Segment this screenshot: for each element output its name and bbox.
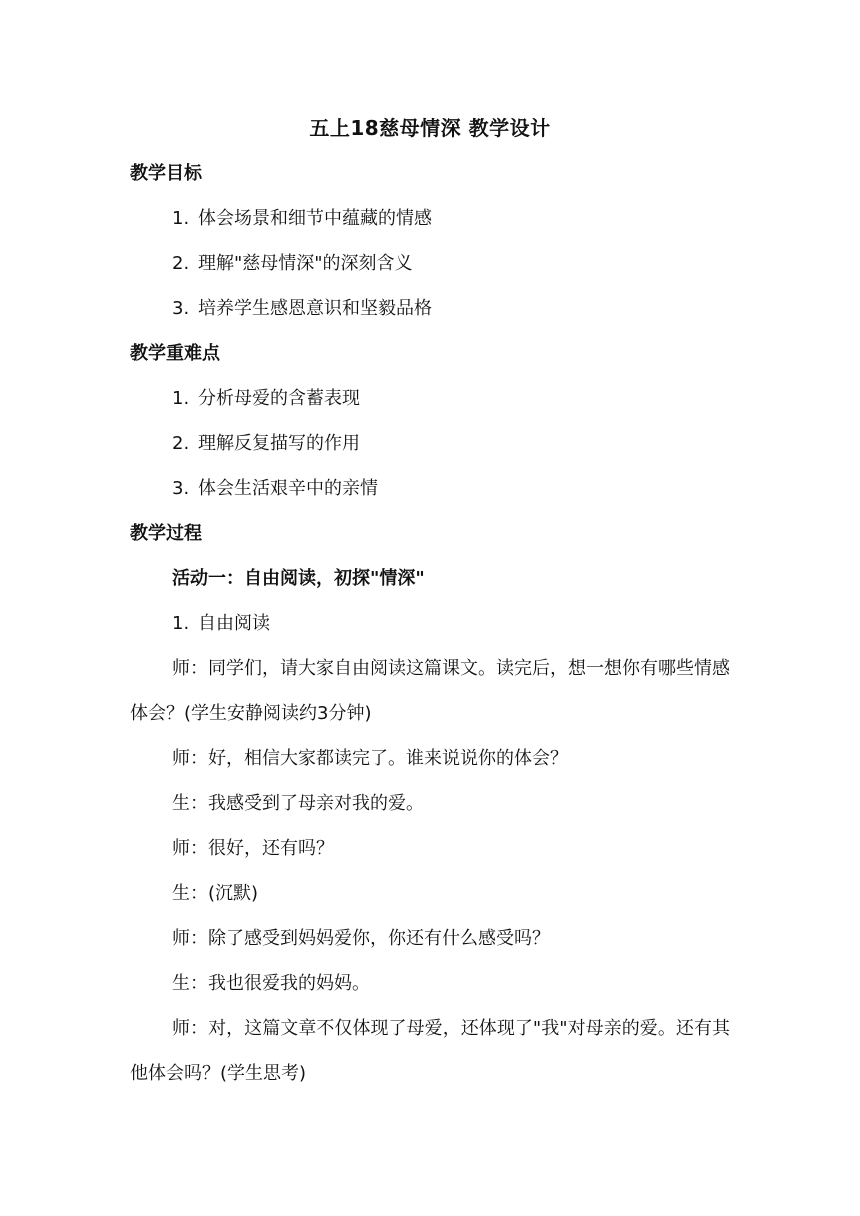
document-title: 五上18慈母情深 教学设计 — [309, 116, 551, 140]
list-item — [172, 473, 730, 505]
list-item-text: 理解反复描写的作用 — [198, 433, 360, 454]
list-item-text: 培养学生感恩意识和坚毅品格 — [198, 298, 432, 319]
key-points-list — [130, 383, 730, 505]
list-item-text: 自由阅读 — [198, 613, 270, 634]
list-item-text: 分析母爱的含蓄表现 — [198, 388, 360, 409]
dialogue-paragraph: 师：好，相信大家都读完了。谁来说说你的体会？ — [172, 748, 568, 769]
dialogue-paragraph: 师：除了感受到妈妈爱你，你还有什么感受吗？ — [172, 928, 550, 949]
list-item-number: 1. — [172, 388, 190, 409]
list-item-number: 1. — [172, 208, 190, 229]
list-item — [172, 383, 730, 415]
section-heading-process: 教学过程 — [130, 523, 202, 544]
dialogue-paragraph: 师：同学们，请大家自由阅读这篇课文。读完后，想一想你有哪些情感体会？(学生安静阅读约3分钟) — [130, 658, 730, 724]
list-item — [172, 293, 730, 325]
list-item-number: 1. — [172, 613, 190, 634]
list-item-number: 2. — [172, 433, 190, 454]
section-heading-objectives: 教学目标 — [130, 163, 202, 184]
list-item-number: 3. — [172, 298, 190, 319]
list-item — [172, 428, 730, 460]
objectives-list — [130, 203, 730, 325]
activity-title: 活动一：自由阅读，初探"情深" — [172, 568, 425, 589]
section-heading-key-points: 教学重难点 — [130, 343, 220, 364]
process-step — [172, 608, 730, 640]
dialogue-paragraph: 师：对，这篇文章不仅体现了母爱，还体现了"我"对母亲的爱。还有其他体会吗？(学生思考) — [130, 1018, 730, 1084]
dialogue-paragraph: 生：(沉默) — [172, 883, 259, 904]
document-body — [130, 114, 730, 1096]
dialogue-block — [130, 646, 730, 1096]
list-item-text: 体会场景和细节中蕴藏的情感 — [198, 208, 432, 229]
list-item — [172, 248, 730, 280]
list-item-text: 理解"慈母情深"的深刻含义 — [198, 253, 413, 274]
dialogue-paragraph: 生：我感受到了母亲对我的爱。 — [172, 793, 424, 814]
dialogue-paragraph: 生：我也很爱我的妈妈。 — [172, 973, 370, 994]
dialogue-paragraph: 师：很好，还有吗？ — [172, 838, 334, 859]
list-item — [172, 203, 730, 235]
list-item-text: 体会生活艰辛中的亲情 — [198, 478, 378, 499]
list-item-number: 2. — [172, 253, 190, 274]
list-item-number: 3. — [172, 478, 190, 499]
